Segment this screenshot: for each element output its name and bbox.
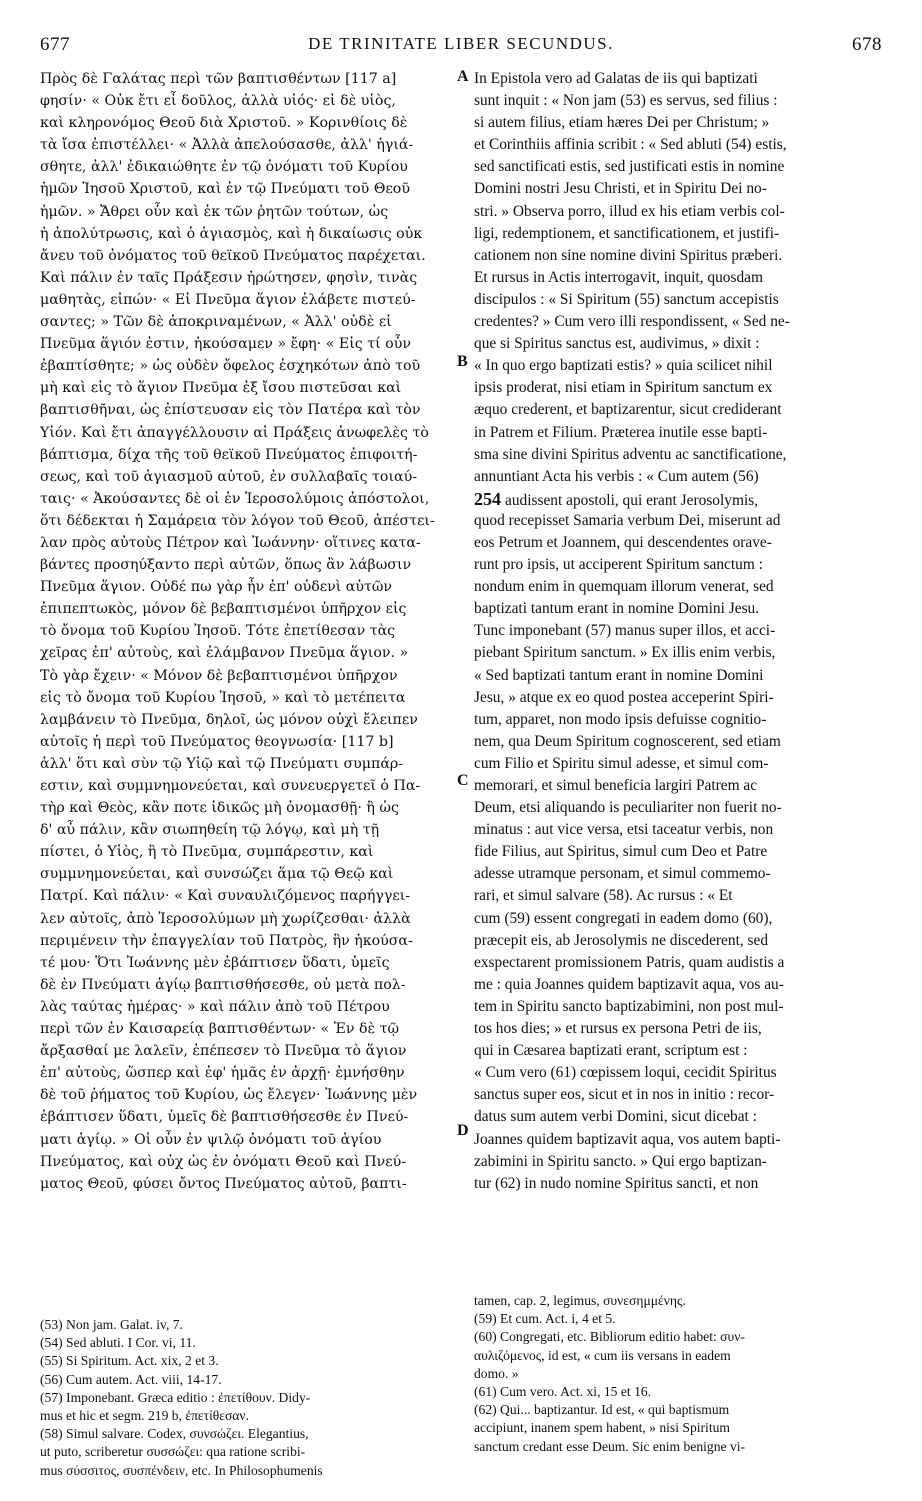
latin-text-line: runt pro ipsis, ut acciperent Spiritum sanctum : [474,556,763,574]
latin-text-line: ipsis proderat, nisi etiam in Spiritum sanctum ex [474,379,773,397]
footnote-line: (56) Cum autem. Act. viii, 14-17. [40,1371,222,1387]
greek-text-line: ταις· « Ἀκούσαντες δὲ οἱ ἐν Ἱεροσολύμοις ἀπόστολοι, [40,490,430,507]
greek-text-line: λαν πρὸς αὐτοὺς Πέτρον καὶ Ἰωάννην· οἵτινες κατα- [40,534,421,551]
greek-text-line: λεν αὐτοῖς, ἀπὸ Ἱεροσολύμων μὴ χωρίζεσθαι· ἀλλὰ [40,910,411,927]
greek-text-line: μὴ καὶ εἰς τὸ ἅγιον Πνεῦμα ἐξ ἴσου πιστεῦσαι καὶ [40,380,402,397]
latin-text-line: minatus : aut vice versa, etsi taceatur verbis, non [474,821,774,839]
greek-text-line: βάντες προσηύξαντο περὶ αὐτῶν, ὅπως ἂν λάβωσιν [40,557,412,574]
greek-text-line: Πνεύματος, καὶ οὐχ ὡς ἐν ὀνόματι Θεοῦ καὶ Πνεύ- [40,1153,407,1170]
greek-text-line: σεως, καὶ τοῦ ἁγιασμοῦ αὐτοῦ, ἐν συλλαβαῖς τοιαύ- [40,468,418,485]
latin-text-line: Domini nostri Jesu Christi, et in Spiritu Dei no- [474,180,767,198]
latin-text-line: credentes? » Cum vero illi respondissent, « Sed ne- [474,313,790,331]
greek-text-line: ἄνευ τοῦ ὀνόματος τοῦ θεϊκοῦ Πνεύματος παρέχεται. [40,247,426,264]
footnote-line: (60) Congregati, etc. Bibliorum editio habet: συν- [474,1329,745,1345]
footnote-line: (53) Non jam. Galat. iv, 7. [40,1317,183,1332]
page-marker: 254 [474,488,501,509]
latin-text-line: tum, apparet, non modo ipsis defuisse cognitio- [474,710,767,728]
footnote-line: mus σύσσιτος, συσπένδειν, etc. In Philosophumenis [40,1462,323,1478]
greek-text-line: ἡμῶν. » Ἄθρει οὖν καὶ ἐκ τῶν ῥητῶν τούτων, ὡς [40,203,389,220]
latin-text-line: adesse utramque personam, et simul commemo- [474,865,771,883]
greek-text-line: ὅτι δέδεκται ἡ Σαμάρεια τὸν λόγον τοῦ Θεοῦ, ἀπέστει- [40,512,435,529]
footnote-line: (57) Imponebant. Græca editio : ἐπετίθουν. Didy- [40,1389,311,1405]
latin-text-line: præcepit eis, ab Jerosolymis ne discederent, sed [474,931,769,949]
latin-text-line: Jesu, » atque ex eo quod postea acceperint Spiri- [474,688,774,706]
margin-letter-a: A [457,68,469,85]
footnote-line: (55) Si Spiritum. Act. xix, 2 et 3. [40,1353,219,1369]
greek-text-line: τὰ ἴσα ἐπιστέλλει· « Ἀλλὰ ἀπελούσασθε, ἀλλ' ἡγιά- [40,137,414,154]
latin-text-line: « Cum vero (61) cœpissem loqui, cecidit Spiritus [474,1064,777,1082]
page-number-left: 677 [40,34,70,55]
greek-text-line: βαπτισθῆναι, ὡς ἐπίστευσαν εἰς τὸν Πατέρα καὶ τὸν [40,402,421,419]
greek-text-line: τὴρ καὶ Θεὸς, κἂν ποτε ἰδικῶς μὴ ὀνομασθῇ· ἢ ὡς [40,800,399,817]
margin-letter-b: B [457,353,468,370]
latin-text-line: cationem non sine nomine divini Spiritus præberi. [474,246,783,264]
latin-text-line: me : quia Joannes quidem baptizavit aqua, vos au- [474,975,784,993]
latin-text-line: memorari, et simul beneficia largiri Patrem ac [474,777,758,794]
footnote-line: mus et hic et segm. 219 b, ἐπετίθεσαν. [40,1407,249,1423]
latin-text-line: datus sum autem verbi Domini, sicut dicebat : [474,1108,757,1126]
greek-text-line: περιμένειν τὴν ἐπαγγελίαν τοῦ Πατρὸς, ἣν ἠκούσα- [40,932,413,949]
greek-text-line: ἡ ἀπολύτρωσις, καὶ ὁ ἁγιασμὸς, καὶ ἡ δικαίωσις οὐκ [40,225,423,242]
footnote-line: αυλιζόμενος, id est, « cum iis versans in eadem [474,1347,731,1363]
footnote-line: (62) Qui... baptizantur. Id est, « qui baptismum [474,1402,730,1418]
greek-text-line: σθητε, ἀλλ' ἐδικαιώθητε ἐν τῷ ὀνόματι τοῦ Κυρίου [40,159,408,176]
margin-letter-d: D [457,1122,469,1139]
greek-text-line: ἐβάπτισεν ὕδατι, ὑμεῖς δὲ βαπτισθήσεσθε ἐν Πνεύ- [40,1109,409,1126]
greek-text-line: σαντες; » Τῶν δὲ ἀποκριναμένων, « Ἀλλ' οὐδὲ εἰ [40,314,392,331]
latin-text-line: « Sed baptizati tantum erant in nomine Domini [474,666,764,684]
latin-text-line: stri. » Observa porro, illud ex his etiam verbis col- [474,202,785,220]
latin-text-line: rari, et simul salvare (58). Ac rursus : « Et [474,887,733,905]
latin-text-line: æquo crederent, et baptizarentur, sicut crediderant [474,401,782,419]
latin-text-line: fide Filius, aut Spiritus, simul cum Deo et Patre [474,843,768,861]
greek-text-line: Πατρί. Καὶ πάλιν· « Καὶ συναυλιζόμενος παρήγγει- [40,888,411,905]
greek-text-column [40,68,455,1195]
latin-text-line: exspectarent promissionem Patris, quam audistis a [474,953,785,971]
greek-text-line: δὲ ἐν Πνεύματι ἁγίῳ βαπτισθήσεσθε, οὐ μετὰ πολ- [40,976,406,993]
latin-text-line: eos Petrum et Joannem, qui descendentes orave- [474,533,772,551]
greek-text-line: ἄρξασθαί με λαλεῖν, ἐπέπεσεν τὸ Πνεῦμα τὸ ἅγιον [40,1043,407,1060]
greek-text-line: δ' αὖ πάλιν, κἂν σιωπηθείη τῷ λόγῳ, καὶ μὴ τῇ [40,822,380,839]
greek-text-line: ἐβαπτίσθητε; » ὡς οὐδὲν ὄφελος ἐσχηκότων ἀπὸ τοῦ [40,358,421,375]
greek-text-line: μαθητὰς, εἰπών· « Εἰ Πνεῦμα ἅγιον ἐλάβετε πιστεύ- [40,291,416,308]
latin-text-line: Et rursus in Actis interrogavit, inquit, quosdam [474,268,763,286]
latin-text-fragment: audissent apostoli, qui erant Jerosolymis, [505,491,759,509]
page-number-right: 678 [852,34,882,55]
footnote-line: accipiunt, inanem spem habent, » nisi Spiritum [474,1420,730,1436]
latin-text-line: ligi, redemptionem, et sanctificationem, et justifi- [474,224,780,242]
greek-text-line: πίστει, ὁ Υἱὸς, ἢ τὸ Πνεῦμα, συμπάρεστιν, καὶ [40,844,374,861]
greek-text-line: τέ μου· Ὅτι Ἰωάννης μὲν ἐβάπτισεν ὕδατι, ὑμεῖς [40,954,390,971]
latin-text-line: sanctus super eos, sicut et in nos in initio : recor- [474,1086,775,1104]
latin-text-line: tur (62) in nudo nomine Spiritus sancti, et non [474,1174,759,1192]
latin-text-line: cum Filio et Spiritu simul adesse, et simul com- [474,754,769,772]
greek-text-line: ἐπ' αὐτοὺς, ὥσπερ καὶ ἐφ' ἡμᾶς ἐν ἀρχῇ· ἐμνήσθην [40,1065,405,1082]
greek-text-line: καὶ κληρονόμος Θεοῦ διὰ Χριστοῦ. » Κορινθίοις δὲ [40,115,408,132]
running-title: DE TRINITATE LIBER SECUNDUS. [308,34,614,53]
greek-text-line: περὶ τῶν ἐν Καισαρείᾳ βαπτισθέντων· « Ἐν δὲ τῷ [40,1021,400,1038]
running-header [40,30,882,60]
greek-text-line: ἡμῶν Ἰησοῦ Χριστοῦ, καὶ ἐν τῷ Πνεύματι τοῦ Θεοῦ [40,181,410,198]
footnote-line: sanctum credant esse Deum. Sic enim benigne vi- [474,1438,746,1454]
latin-text-line: Tunc imponebant (57) manus super illos, et acci- [474,622,776,640]
greek-text-line: εστιν, καὶ συμμνημονεύεται, καὶ συνευεργετεῖ ὁ Πα- [40,778,421,794]
latin-text-line: in Patrem et Filium. Præterea inutile esse bapti- [474,423,768,441]
greek-text-line: συμμνημονεύεται, καὶ συνσώζει ἅμα τῷ Θεῷ καὶ [40,866,394,883]
footnote-line: (59) Et cum. Act. i, 4 et 5. [474,1311,616,1327]
latin-text-line: sunt inquit : « Non jam (53) es servus, sed filius : [474,92,778,110]
greek-text-line: ματος Θεοῦ, φύσει ὄντος Πνεύματος αὐτοῦ, βαπτι- [40,1175,407,1192]
latin-text-line: qui in Cæsarea baptizati erant, scriptum est : [474,1042,748,1060]
greek-text-line: Υἱόν. Καὶ ἔτι ἀπαγγέλλουσιν αἱ Πράξεις ἀνωφελὲς τὸ [40,424,429,441]
greek-text-line: δὲ τοῦ ῥήματος τοῦ Κυρίου, ὡς ἔλεγεν· Ἰωάννης μὲν [40,1087,418,1104]
latin-text-line: zabimini in Spiritu sancto. » Qui ergo baptizan- [474,1152,767,1170]
footnote-line: (61) Cum vero. Act. xi, 15 et 16. [474,1383,652,1399]
latin-text-line: nem, qua Deum Spiritum cognoscerent, sed etiam [474,732,781,750]
greek-text-line: Καὶ πάλιν ἐν ταῖς Πράξεσιν ἠρώτησεν, φησὶν, τινὰς [40,269,418,286]
greek-text-line: χεῖρας ἐπ' αὐτοὺς, καὶ ἐλάμβανον Πνεῦμα ἅγιον. » [40,645,409,662]
latin-text-line: quod recepisset Samaria verbum Dei, miserunt ad [474,511,781,529]
footnote-line: (54) Sed abluti. I Cor. vi, 11. [40,1335,196,1351]
latin-text-line: piebant Spiritum sanctum. » Ex illis enim verbis, [474,644,776,662]
footnote-line: domo. » [474,1365,519,1381]
greek-text-line: Πνεῦμα ἅγιόν ἐστιν, ἠκούσαμεν » ἔφη· « Εἰς τί οὖν [40,336,411,353]
latin-text-line: sma sine divini Spiritus adventu ac sanctificatione, [474,445,787,463]
latin-text-line: discipulos : « Si Spiritum (55) sanctum accepistis [474,290,779,308]
latin-text-line: que si Spiritus sanctus est, audivimus, » dixit : [474,335,760,353]
latin-text-line: Joannes quidem baptizavit aqua, vos autem bapti- [474,1130,781,1148]
latin-text-line: baptizati tantum erant in nomine Domini Jesu. [474,600,760,618]
latin-text-line [474,488,884,510]
greek-text-line: φησίν· « Οὐκ ἔτι εἶ δοῦλος, ἀλλὰ υἱός· εἰ δὲ υἱὸς, [40,93,396,110]
greek-text-line: Πρὸς δὲ Γαλάτας περὶ τῶν βαπτισθέντων [117 a] [40,71,397,87]
latin-text-line: tos hos dies; » et rursus ex persona Petri de iis, [474,1020,762,1038]
greek-text-line: ἐπιπεπτωκὸς, μόνον δὲ βεβαπτισμένοι ὑπῆρχον εἰς [40,601,407,618]
latin-text-line: annuntiant Acta his verbis : « Cum autem (56) [474,467,759,485]
footnote-line: ut puto, scriberetur συσσώζει: qua ratione scribi- [40,1444,306,1460]
latin-text-line: sed sanctificati estis, sed justificati estis in nomine [474,158,785,176]
greek-text-line: ματι ἁγίῳ. » Οἱ οὖν ἐν ψιλῷ ὀνόματι τοῦ ἁγίου [40,1131,382,1148]
footnote-line: (58) Simul salvare. Codex, συνσώζει. Elegantius, [40,1426,309,1442]
latin-text-line: tem in Spiritu sancto baptizabimini, non post mul- [474,997,784,1015]
latin-text-line: In Epistola vero ad Galatas de iis qui baptizati [474,70,758,87]
latin-text-line: « In quo ergo baptizati estis? » quia scilicet nihil [474,357,773,375]
latin-text-line: nondum enim in quemquam illorum venerat, sed [474,578,774,596]
greek-text-line: λαμβάνειν τὸ Πνεῦμα, δηλοῖ, ὡς μόνον οὐχὶ ἔλειπεν [40,711,418,728]
footnotes-right [474,1292,884,1456]
latin-text-column [474,68,884,1195]
latin-text-line: cum (59) essent congregati in eadem domo (60), [474,909,773,927]
greek-text-line: αὐτοῖς ἡ περὶ τοῦ Πνεύματος θεογνωσία· [117 b] [40,733,394,750]
greek-text-line: Πνεῦμα ἅγιον. Οὐδέ πω γὰρ ἦν ἐπ' οὐδενὶ αὐτῶν [40,579,393,596]
margin-letter-c: C [457,772,469,789]
latin-text-line: Deum, etsi aliquando is peculiariter non fuerit no- [474,799,782,817]
greek-text-line: ἀλλ' ὅτι καὶ σὺν τῷ Υἱῷ καὶ τῷ Πνεύματι συμπάρ- [40,755,404,772]
greek-text-line: λὰς ταύτας ἡμέρας· » καὶ πάλιν ἀπὸ τοῦ Πέτρου [40,998,390,1015]
latin-text-line: si autem filius, etiam hæres Dei per Christum; » [474,114,770,132]
greek-text-line: Τὸ γὰρ ἔχειν· « Μόνον δὲ βεβαπτισμένοι ὑπῆρχον [40,667,398,684]
greek-text-line: βάπτισμα, δίχα τῆς τοῦ θεϊκοῦ Πνεύματος ἐπιφοιτή- [40,446,418,463]
greek-text-line: εἰς τὸ ὄνομα τοῦ Κυρίου Ἰησοῦ, » καὶ τὸ μετέπειτα [40,689,406,706]
footnote-line: tamen, cap. 2, legimus, συνεσημμένης. [474,1293,686,1308]
footnotes-left [40,1316,460,1480]
latin-text-line: et Corinthiis affinia scribit : « Sed abluti (54) estis, [474,136,787,154]
greek-text-line: τὸ ὄνομα τοῦ Κυρίου Ἰησοῦ. Τότε ἐπετίθεσαν τὰς [40,623,396,640]
